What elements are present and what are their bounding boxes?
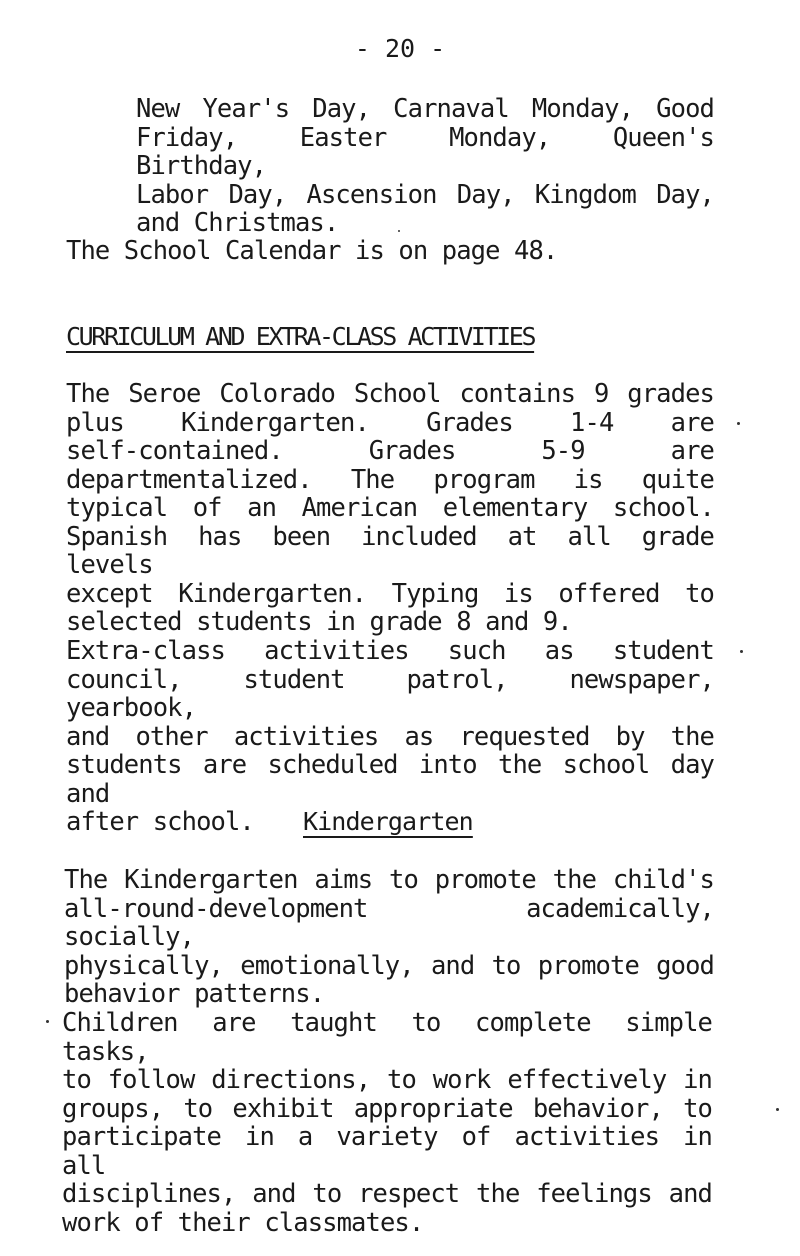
- text-line: except Kindergarten. Typing is offered to: [66, 578, 714, 609]
- holidays-paragraph: [136, 95, 714, 238]
- scan-speck: [776, 1108, 779, 1111]
- text-line: The Seroe Colorado School contains 9 grades: [66, 379, 714, 409]
- text-line: council, student patrol, newspaper, yearbook,: [66, 664, 714, 723]
- text-line: behavior patterns.: [64, 979, 325, 1009]
- text-line: selected students in grade 8 and 9.: [66, 607, 572, 637]
- section-heading-curriculum: CURRICULUM AND EXTRA-CLASS ACTIVITIES: [66, 322, 535, 351]
- curriculum-paragraph: [66, 380, 714, 637]
- text-line: The Kindergarten aims to promote the child's: [64, 865, 714, 895]
- scan-speck: [737, 422, 740, 425]
- section-heading-kindergarten: Kindergarten: [303, 807, 473, 836]
- text-line: after school.: [66, 807, 254, 837]
- text-line: disciplines, and to respect the feelings and: [62, 1179, 712, 1209]
- text-line: Extra-class activities such as student: [66, 636, 714, 666]
- scan-speck: [398, 230, 400, 232]
- text-line: Children are taught to complete simple tasks,: [62, 1008, 712, 1067]
- text-line: Spanish has been included at all grade levels: [66, 521, 714, 580]
- kindergarten-tasks-paragraph: [62, 1009, 712, 1237]
- text-line: plus Kindergarten. Grades 1-4 are: [66, 407, 714, 438]
- text-line: The School Calendar is on page 48.: [66, 236, 558, 266]
- calendar-note: [66, 237, 726, 266]
- text-line: physically, emotionally, and to promote good: [64, 950, 714, 981]
- text-line: departmentalized. The program is quite: [66, 464, 714, 495]
- text-line: New Year's Day, Carnaval Monday, Good: [136, 94, 714, 124]
- text-line: self-contained. Grades 5-9 are: [66, 436, 714, 466]
- text-line: students are scheduled into the school day and: [66, 750, 714, 809]
- text-line: and Christmas.: [136, 208, 339, 238]
- scan-speck: [46, 1020, 49, 1023]
- scan-speck: [740, 650, 743, 653]
- text-line: Labor Day, Ascension Day, Kingdom Day,: [136, 179, 714, 210]
- text-line: all-round-development academically, socially,: [64, 893, 714, 952]
- text-line: work of their classmates.: [62, 1207, 424, 1238]
- text-line: Friday, Easter Monday, Queen's Birthday,: [136, 122, 714, 181]
- text-line: to follow directions, to work effectively in: [62, 1065, 712, 1095]
- kindergarten-aims-paragraph: [64, 866, 714, 1009]
- text-line: groups, to exhibit appropriate behavior, to: [62, 1093, 712, 1124]
- text-line: and other activities as requested by the: [66, 721, 714, 752]
- text-line: typical of an American elementary school.: [66, 493, 714, 523]
- text-line: participate in a variety of activities in all: [62, 1122, 712, 1181]
- page-number: - 20 -: [354, 34, 446, 63]
